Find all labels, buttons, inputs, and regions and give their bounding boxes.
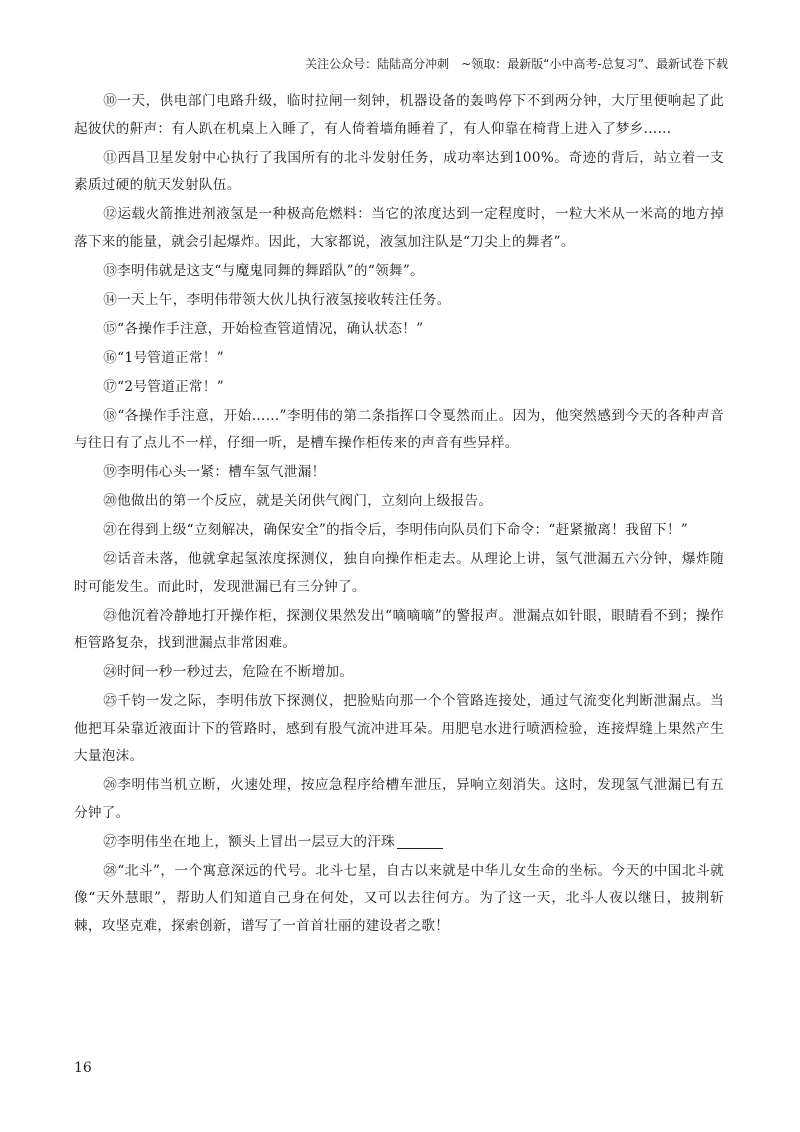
paragraph-26: ㉖李明伟当机立断，火速处理，按应急程序给槽车泄压，异响立刻消失。这时，发现氢气泄漏已有五分钟了。 <box>74 777 724 821</box>
paragraph-19: ⑲李明伟心头一紧：槽车氢气泄漏！ <box>103 464 326 480</box>
paragraph-20: ⑳他做出的第一个反应，就是关闭供气阀门，立刻向上级报告。 <box>103 493 493 509</box>
paragraph-23: ㉓他沉着冷静地打开操作柜，探测仪果然发出“嘀嘀嘀”的警报声。泄漏点如针眼，眼睛看不到；操作柜管路复杂，找到泄漏点非常困难。 <box>74 607 724 651</box>
paragraph-17: ⑰“2号管道正常！” <box>103 378 224 395</box>
paragraph-15: ⑮“各操作手注意，开始检查管道情况，确认状态！” <box>103 320 424 337</box>
paragraph-24: ㉔时间一秒一秒过去，危险在不断增加。 <box>103 664 354 680</box>
page-number: 16 <box>74 1060 92 1076</box>
paragraph-22: ㉒话音未落，他就拿起氢浓度探测仪，独自向操作柜走去。从理论上讲，氢气泄漏五六分钟，爆炸随时可能发生。而此时，发现泄漏已有三分钟了。 <box>74 551 724 595</box>
paragraph-28: ㉘“北斗”，一个寓意深远的代号。北斗七星，自古以来就是中华儿女生命的坐标。今天的中国北斗就像“天外慧眼”，帮助人们知道自己身在何处，又可以去往何方。为了这一天，北斗人夜以继日，披荆斩棘，攻坚克难，探索创新，谱写了一首首壮丽的建设者之歌！ <box>74 862 724 934</box>
paragraph-14: ⑭一天上午，李明伟带领大伙儿执行液氢接收转注任务。 <box>103 291 451 308</box>
paragraph-16: ⑯“1号管道正常！” <box>103 349 224 366</box>
paragraph-27 <box>74 829 724 857</box>
paragraph-11: ⑪西昌卫星发射中心执行了我国所有的北斗发射任务，成功率达到100%。奇迹的背后，站立着一支素质过硬的航天发射队伍。 <box>74 149 724 193</box>
paragraph-13: ⑬李明伟就是这支“与魔鬼同舞的舞蹈队”的“领舞”。 <box>103 262 424 279</box>
page-header: 关注公众号：陆陆高分冲刺 ~领取：最新版“小中高考-总复习”、最新试卷下载 <box>305 57 728 71</box>
answer-blank[interactable] <box>397 834 443 849</box>
paragraph-10: ⑩一天，供电部门电路升级，临时拉闸一刻钟，机器设备的轰鸣停下不到两分钟，大厅里便响起了此起彼伏的鼾声：有人趴在机桌上入睡了，有人倚着墙角睡着了，有人仰靠在椅背上进入了梦乡…… <box>74 93 724 137</box>
paragraph-27-text: ㉗李明伟坐在地上，额头上冒出一层豆大的汗珠 <box>103 833 396 850</box>
paragraph-25: ㉕千钧一发之际，李明伟放下探测仪，把脸贴向那一个个管路连接处，通过气流变化判断泄漏点。当他把耳朵靠近液面计下的管路时，感到有股气流冲进耳朵。用肥皂水进行喷洒检验，连接焊缝上果然产生大量泡沫。 <box>74 693 724 764</box>
article-body <box>74 88 724 942</box>
paragraph-21: ㉑在得到上级“立刻解决，确保安全”的指令后，李明伟向队员们下命令：“赶紧撤离！我留下！” <box>103 522 688 538</box>
paragraph-18: ⑱“各操作手注意，开始……”李明伟的第二条指挥口令戛然而止。因为，他突然感到今天的各种声音与往日有了点儿不一样，仔细一听，是槽车操作柜传来的声音有些异样。 <box>74 407 724 451</box>
paragraph-12: ⑫运载火箭推进剂液氢是一种极高危燃料：当它的浓度达到一定程度时，一粒大米从一米高的地方掉落下来的能量，就会引起爆炸。因此，大家都说，液氢加注队是“刀尖上的舞者”。 <box>74 206 724 250</box>
